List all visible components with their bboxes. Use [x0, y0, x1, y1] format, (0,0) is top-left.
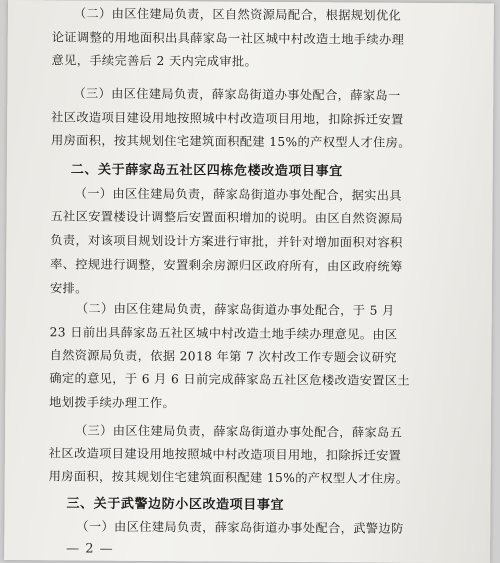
text-line: 社区改造项目建设用地按照城中村改造项目用地，扣除拆迁安置: [48, 446, 402, 463]
text-line: （一）由区住建局负责，薛家岛街道办事处配合，据实出具: [74, 186, 402, 203]
section-heading: 二、关于薛家岛五社区四栋危楼改造项目事宜: [70, 162, 343, 180]
text-line: 论证调整的用地面积出具薛家岛一社区城中村改造土地手续办理: [51, 30, 405, 47]
page-number: — 2 —: [66, 541, 114, 557]
text-line: 社区改造项目建设用地按照城中村改造项目用地，扣除拆迁安置: [51, 110, 404, 127]
text-line: （一）由区住建局负责，薛家岛街道办事处配合，武警边防: [76, 519, 404, 536]
document-page: [4, 0, 494, 563]
text-line: 安排。: [49, 281, 88, 296]
text-line: 地划拨手续办理工作。: [49, 395, 176, 411]
text-line: 用房面积，按其规划住宅建筑面积配建 15%的产权型人才住房。: [48, 469, 409, 486]
text-line: （三）由区住建局负责，薛家岛街道办事处配合，薛家岛一: [73, 86, 401, 103]
text-line: 自然资源局负责，依据 2018 年第 7 次村改工作专题会议研究: [49, 348, 397, 365]
section-heading: 三、关于武警边防小区改造项目事宜: [66, 496, 285, 513]
text-line: 用房面积，按其规划住宅建筑面积配建 15%的产权型人才住房。: [50, 133, 411, 150]
text-line: 确定的意见，于 6 月 6 日前完成薛家岛五社区危楼改造安置区土: [49, 371, 411, 388]
text-line: 23 日前出具薛家岛五社区城中村改造土地手续办理意见。由区: [49, 325, 398, 342]
text-line: 率、控规进行调整，安置剩余房源归区政府所有，由区政府统筹: [50, 257, 403, 274]
text-line: （三）由区住建局负责，薛家岛街道办事处配合，薛家岛五: [74, 423, 403, 440]
text-line: 意见，手续完善后 2 天内完成审批。: [51, 53, 258, 69]
text-line: （二）由区住建局负责，区自然资源局配合，根据规划优化: [73, 6, 402, 23]
text-line: 负责，对该项目规划设计方案进行审批，并针对增加面积对容积: [50, 233, 403, 250]
text-line: （二）由区住建局负责，薛家岛街道办事处配合，于 5 月: [75, 301, 395, 318]
text-line: 五社区安置楼设计调整后安置面积增加的说明。由区自然资源局: [50, 209, 403, 226]
